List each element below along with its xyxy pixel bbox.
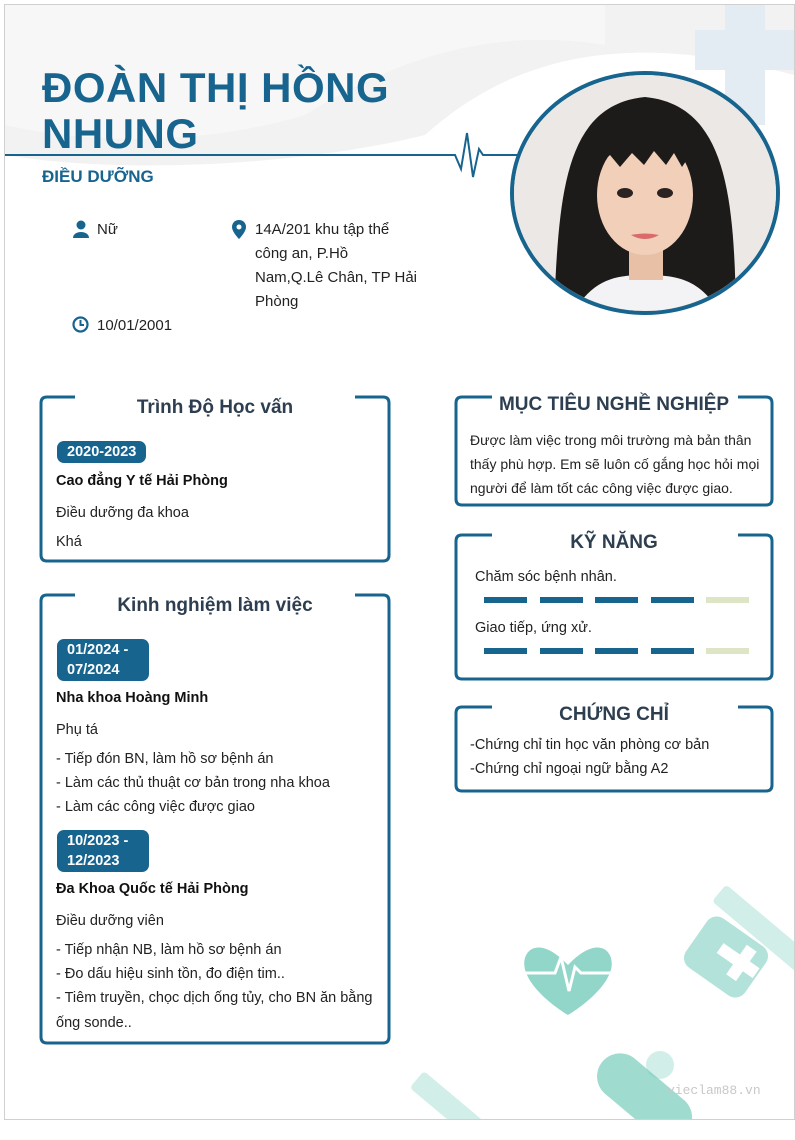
address-line: 14A/201 khu tập thể [255,221,390,238]
grade: Khá [56,534,82,550]
period-start: 10/2023 - [67,833,129,849]
certificate-item: -Chứng chỉ tin học văn phòng cơ bản [470,737,710,753]
syringe-icon [410,1071,516,1119]
portrait-photo [514,75,776,311]
certificates-heading: CHỨNG CHỈ [559,704,669,725]
job-period-badge [57,639,149,681]
job-role: Điều dưỡng viên [56,913,164,929]
watermark: vieclam88.vn [667,1083,761,1098]
skill-segment-filled [540,597,583,603]
job-task: - Tiêm truyền, chọc dịch ống tủy, cho BN ăn bằng [56,990,373,1006]
objective-line: người để làm tốt các công việc được giao. [470,480,733,496]
skill-segment-filled [595,648,638,654]
name-line-1: ĐOÀN THỊ HỒNG [42,64,390,111]
job-task: ống sonde.. [56,1015,132,1031]
skill-segment-empty [706,597,749,603]
candidate-name [42,65,389,157]
pill-icon [588,1044,702,1119]
job-task: - Làm các thủ thuật cơ bản trong nha khoa [56,775,330,791]
experience-section [37,591,393,1047]
birthdate-value: 10/01/2001 [97,317,173,334]
name-line-2: NHUNG [42,110,199,157]
job-task: - Đo dấu hiệu sinh tồn, đo điện tim.. [56,966,285,982]
job-role: Phụ tá [56,722,98,738]
skill-segment-filled [484,597,527,603]
job-task: - Làm các công việc được giao [56,799,255,815]
skill-segment-filled [595,597,638,603]
skill-level-bar [484,597,754,603]
address-line: Phòng [255,293,299,310]
job-task: - Tiếp đón BN, làm hồ sơ bệnh án [56,751,274,767]
education-section [37,393,393,565]
job-period-badge [57,830,149,872]
map-pin-icon [232,220,246,239]
education-period-badge: 2020-2023 [57,441,146,463]
job-task: - Tiếp nhận NB, làm hồ sơ bệnh án [56,942,282,958]
user-icon [73,220,89,238]
skills-heading: KỸ NĂNG [570,532,658,553]
skills-section [452,531,776,683]
period-end: 07/2024 [67,662,120,678]
objective-section [452,393,776,509]
address-line: Nam,Q.Lê Chân, TP Hải [255,269,418,286]
skill-segment-filled [540,648,583,654]
objective-line: thấy phù hợp. Em sẽ luôn cố gắng học hỏi mọi [470,456,760,472]
cv-sheet [4,4,795,1120]
education-heading: Trình Độ Học vấn [136,397,294,418]
heart-monitor-icon [517,947,619,1015]
certificate-item: -Chứng chỉ ngoại ngữ bằng A2 [470,761,669,777]
experience-heading: Kinh nghiệm làm việc [117,595,313,616]
objective-text [470,428,762,500]
job-title: ĐIỀU DƯỠNG [42,167,154,186]
skill-name: Giao tiếp, ứng xử. [475,620,592,636]
skill-segment-filled [651,648,694,654]
company-name: Nha khoa Hoàng Minh [56,690,209,706]
skill-segment-empty [706,648,749,654]
pill-icon [646,1051,674,1079]
skill-level-bar [484,648,754,654]
address [255,218,417,314]
period-end: 12/2023 [67,853,120,869]
clock-icon [72,316,89,333]
certificates-section [452,703,776,795]
gender-value: Nữ [97,221,118,238]
objective-line: Được làm việc trong môi trường mà bản thân [470,432,752,448]
major: Điều dưỡng đa khoa [56,505,189,521]
objective-heading: MỤC TIÊU NGHỀ NGHIỆP [498,394,730,415]
address-line: công an, P.Hồ [255,245,349,262]
school-name: Cao đẳng Y tế Hải Phòng [56,473,228,489]
period-start: 01/2024 - [67,642,129,658]
avatar [510,71,780,315]
skill-name: Chăm sóc bệnh nhân. [475,569,617,585]
skill-segment-filled [484,648,527,654]
company-name: Đa Khoa Quốc tế Hải Phòng [56,881,249,897]
skill-segment-filled [651,597,694,603]
